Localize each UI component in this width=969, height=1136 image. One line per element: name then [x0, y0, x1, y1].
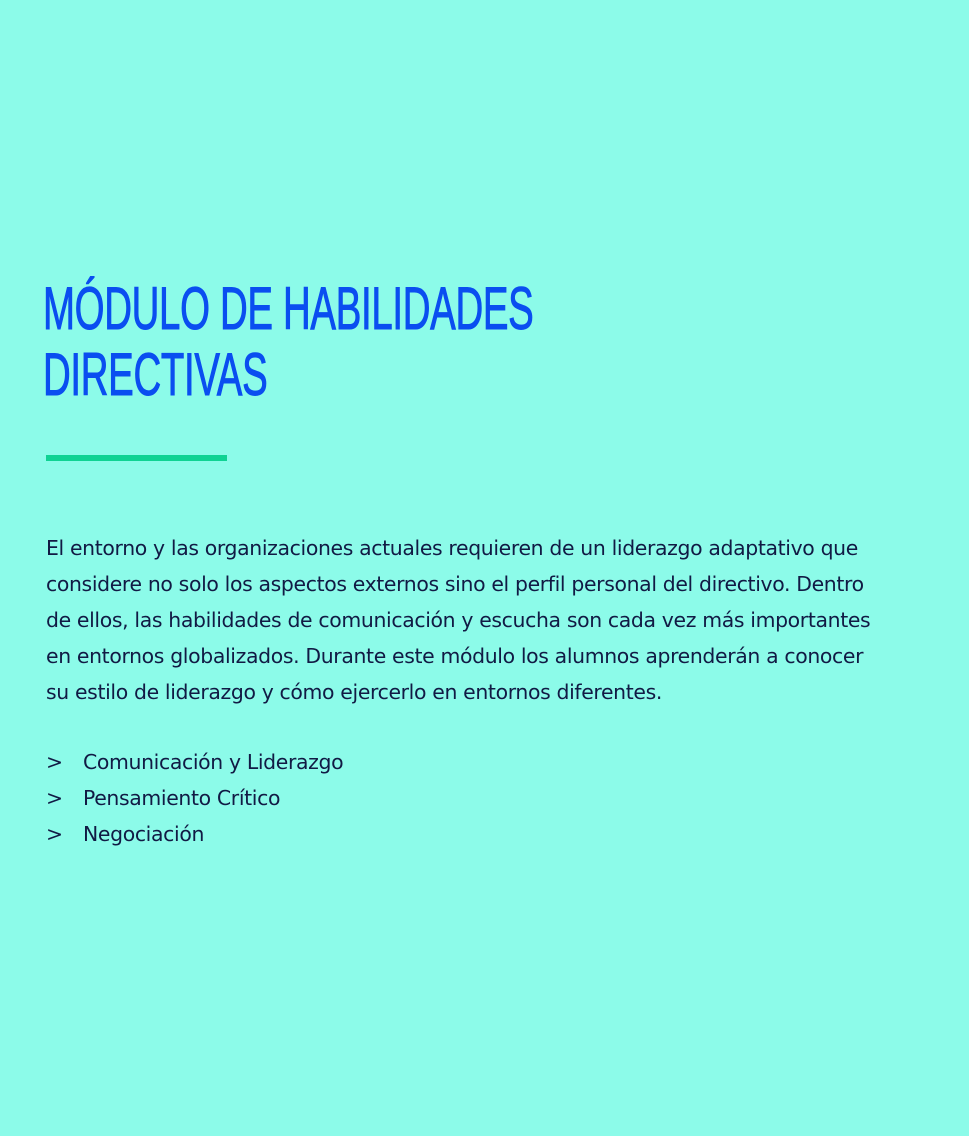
topic-label: Pensamiento Crítico	[83, 786, 281, 810]
chevron-right-icon: >	[46, 786, 63, 810]
topic-label: Comunicación y Liderazgo	[83, 750, 344, 774]
topic-label: Negociación	[83, 822, 205, 846]
description-line: en entornos globalizados. Durante este módulo los alumnos aprenderán a conocer	[46, 644, 864, 668]
topics-list	[46, 744, 343, 852]
module-description	[46, 530, 946, 710]
description-line: de ellos, las habilidades de comunicación y escucha son cada vez más importantes	[46, 608, 871, 632]
module-title-line-1: MÓDULO DE HABILIDADES	[43, 275, 534, 342]
title-divider	[46, 455, 227, 461]
chevron-right-icon: >	[46, 822, 63, 846]
topic-item	[46, 780, 343, 816]
topic-item	[46, 744, 343, 780]
module-title	[43, 276, 533, 408]
topic-item	[46, 816, 343, 852]
description-line: considere no solo los aspectos externos sino el perfil personal del directivo. Dentro	[46, 572, 864, 596]
description-line: su estilo de liderazgo y cómo ejercerlo en entornos diferentes.	[46, 680, 663, 704]
chevron-right-icon: >	[46, 750, 63, 774]
description-line: El entorno y las organizaciones actuales requieren de un liderazgo adaptativo que	[46, 536, 858, 560]
module-title-line-2: DIRECTIVAS	[43, 341, 268, 408]
